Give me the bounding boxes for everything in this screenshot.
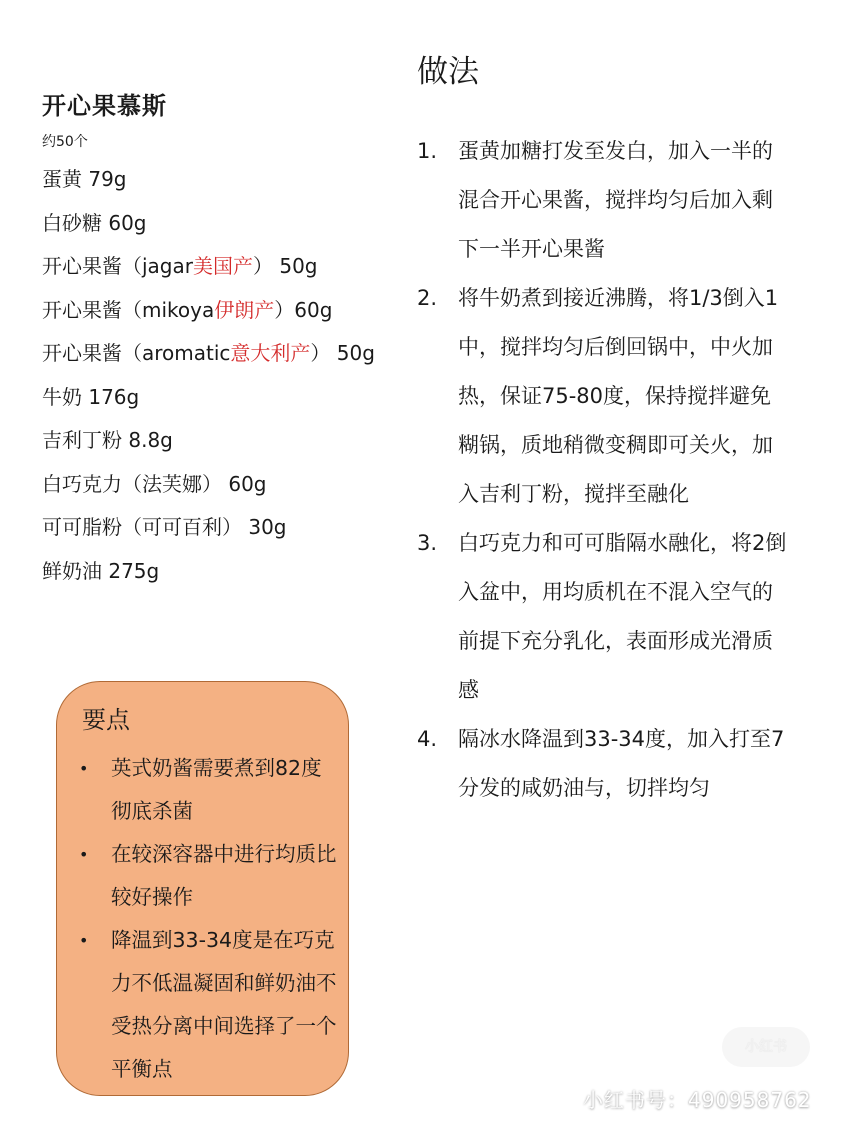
origin-highlight: 意大利产 [230,341,311,365]
bullet-icon: • [79,759,89,778]
step-item [417,715,817,813]
ingredient-item [42,206,375,250]
ingredient-text: 白巧克力（法芙娜） 60g [42,471,267,496]
ingredient-text: 蛋黄 79g [42,167,127,191]
ingredient-text: 开心果酱（jagar [42,254,193,278]
ingredient-item [42,554,375,598]
step-text: 蛋黄加糖打发至发白，加入一半的混合开心果酱，搅拌均匀后加入剩下一半开心果酱 [458,139,773,261]
ingredient-item [42,293,375,337]
tips-callout [56,681,349,1096]
step-number: 3. [417,531,438,555]
tip-item [79,833,339,919]
ingredient-item [42,510,375,554]
ingredient-item [42,162,375,206]
tip-text: 在较深容器中进行均质比较好操作 [111,842,337,909]
ingredient-list [42,162,375,597]
ingredient-item [42,467,375,511]
step-number: 1. [417,139,438,163]
ingredient-text: 牛奶 176g [42,384,140,409]
step-item [417,274,817,519]
ingredient-amount: ） 50g [253,254,318,278]
bullet-icon: • [79,845,89,864]
ingredient-text: 开心果酱（aromatic [42,341,231,365]
tip-item [79,919,339,1091]
tips-list [79,747,339,1091]
ingredient-item [42,249,375,293]
ingredient-amount: ）60g [274,297,333,322]
step-text: 隔冰水降温到33-34度，加入打至7分发的咸奶油与，切拌均匀 [458,727,785,800]
step-number: 2. [417,286,438,310]
tips-title: 要点 [82,706,130,734]
watermark-text: 小红书号：490958762 [583,1088,812,1112]
step-item [417,127,817,274]
yield-note: 约50个 [42,134,88,150]
ingredient-text: 吉利丁粉 8.8g [42,428,173,452]
step-text: 白巧克力和可可脂隔水融化，将2倒入盆中，用均质机在不混入空气的前提下充分乳化，表面形成光滑质感 [458,531,787,702]
step-text: 将牛奶煮到接近沸腾，将1/3倒入1中，搅拌均匀后倒回锅中，中火加热，保证75-80度，保持搅拌避免糊锅，质地稍微变稠即可关火，加入吉利丁粉，搅拌至融化 [458,286,779,506]
step-number: 4. [417,727,438,751]
ingredient-text: 开心果酱（mikoya [42,297,215,322]
step-item [417,519,817,715]
step-list [417,127,817,813]
ingredient-amount: ） 50g [310,341,375,365]
ingredient-item [42,380,375,424]
tip-text: 英式奶酱需要煮到82度彻底杀菌 [111,756,322,823]
tip-item [79,747,339,833]
ingredient-text: 可可脂粉（可可百利） 30g [42,515,287,539]
watermark-logo: 小红书 [722,1027,810,1067]
tip-text: 降温到33-34度是在巧克力不低温凝固和鲜奶油不受热分离中间选择了一个平衡点 [111,928,337,1081]
ingredient-item [42,423,375,467]
ingredient-text: 鲜奶油 275g [42,558,160,583]
ingredient-text: 白砂糖 60g [42,210,147,235]
ingredient-item [42,336,375,380]
origin-highlight: 伊朗产 [214,297,275,322]
origin-highlight: 美国产 [193,254,253,278]
method-title: 做法 [417,54,479,90]
bullet-icon: • [79,931,89,950]
recipe-title: 开心果慕斯 [42,92,167,120]
